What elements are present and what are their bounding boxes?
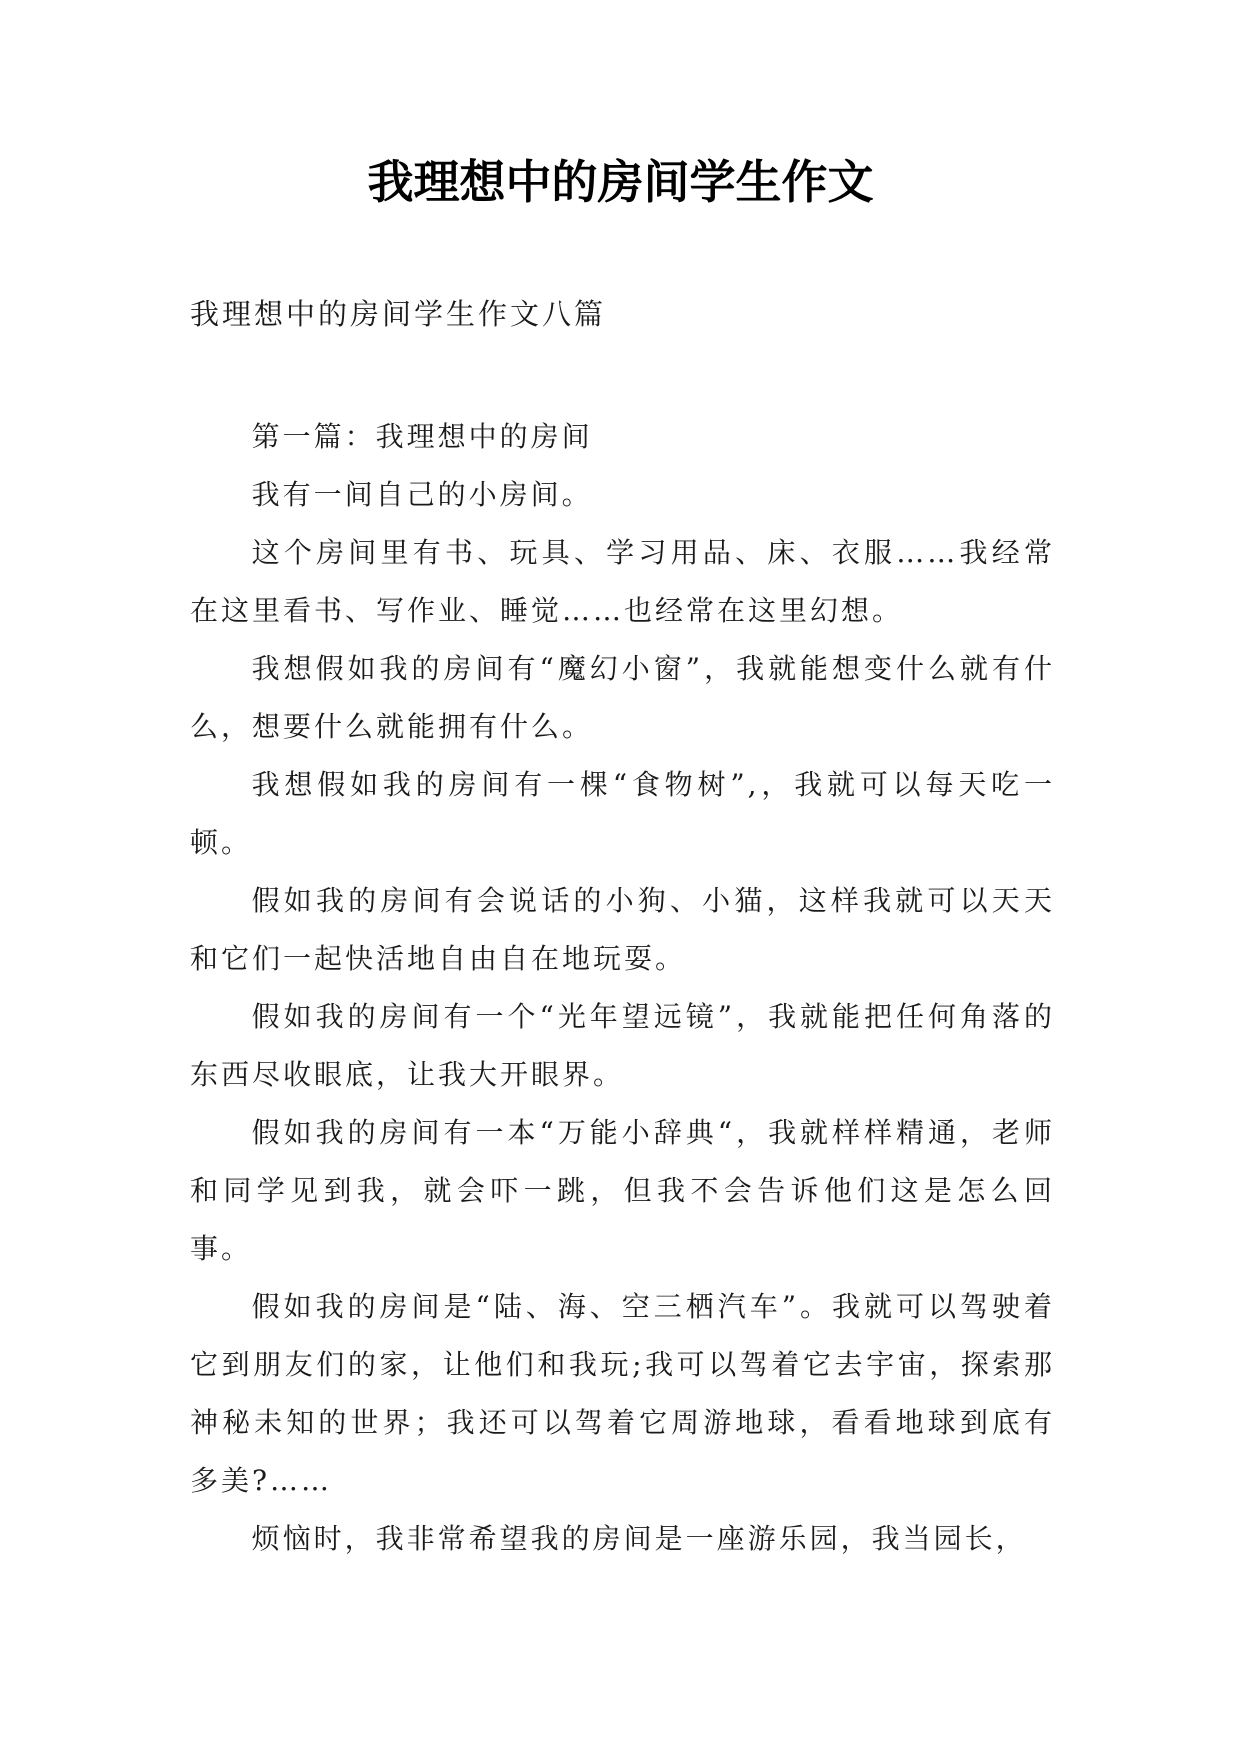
paragraph: 我有一间自己的小房间。 [251, 478, 593, 511]
paragraph: 我想假如我的房间有一棵“食物树”,，我就可以每天吃一顿。 [190, 768, 1055, 859]
paragraph: 这个房间里有书、玩具、学习用品、床、衣服……我经常在这里看书、写作业、睡觉……也经常在这里幻想。 [190, 536, 1055, 627]
document-body [190, 408, 1055, 1568]
paragraph-chapter-heading: 第一篇：我理想中的房间 [251, 420, 593, 453]
paragraph: 假如我的房间是“陆、海、空三栖汽车”。我就可以驾驶着它到朋友们的家，让他们和我玩;我可以驾着它去宇宙，探索那神秘未知的世界；我还可以驾着它周游地球，看看地球到底有多美?…… [190, 1290, 1055, 1497]
document-subtitle: 我理想中的房间学生作文八篇 [190, 297, 607, 331]
document-title: 我理想中的房间学生作文 [367, 155, 874, 209]
paragraph: 我想假如我的房间有“魔幻小窗”，我就能想变什么就有什么，想要什么就能拥有什么。 [190, 652, 1055, 743]
paragraph: 假如我的房间有会说话的小狗、小猫，这样我就可以天天和它们一起快活地自由自在地玩耍。 [190, 884, 1055, 975]
paragraph: 假如我的房间有一本“万能小辞典“，我就样样精通，老师和同学见到我，就会吓一跳，但我不会告诉他们这是怎么回事。 [190, 1116, 1055, 1265]
paragraph: 烦恼时，我非常希望我的房间是一座游乐园，我当园长， [251, 1522, 1027, 1555]
paragraph: 假如我的房间有一个“光年望远镜”，我就能把任何角落的东西尽收眼底，让我大开眼界。 [190, 1000, 1055, 1091]
